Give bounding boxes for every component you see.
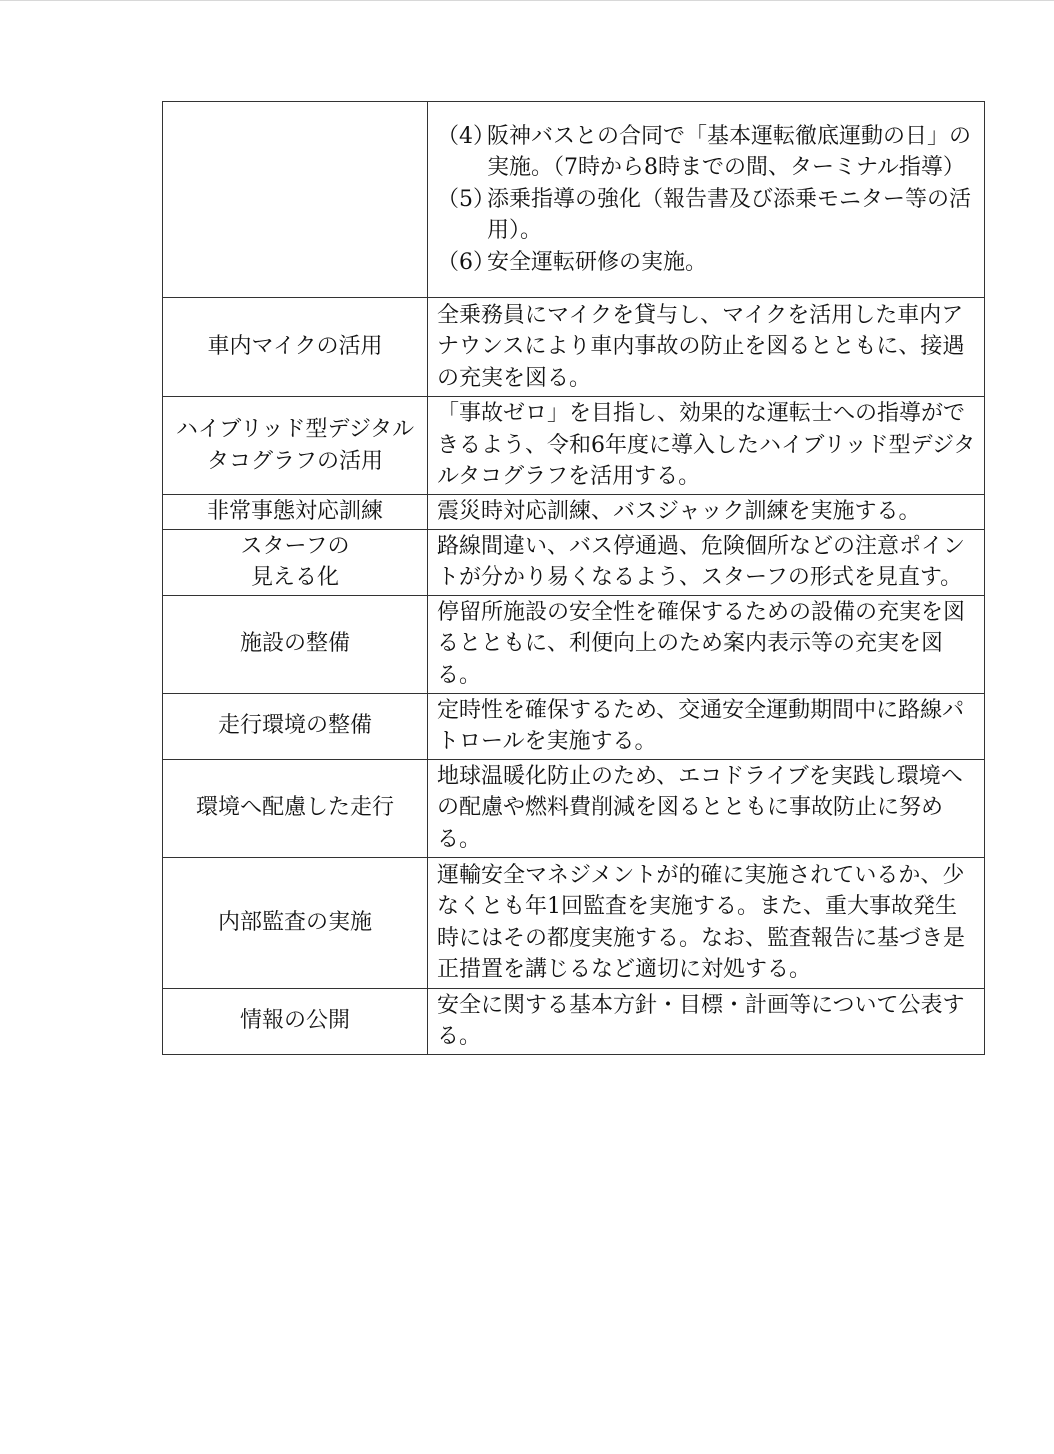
safety-plan-table <box>162 101 985 1055</box>
table-row <box>163 693 985 759</box>
list-text: 添乗指導の強化（報告書及び添乗モニター等の活用）。 <box>487 186 972 244</box>
description-cell: 定時性を確保するため、交通安全運動期間中に路線パトロールを実施する。 <box>428 693 985 759</box>
table-row <box>163 857 985 988</box>
table-row <box>163 495 985 530</box>
item-cell <box>163 298 428 397</box>
item-cell <box>163 693 428 759</box>
table-row <box>163 102 985 298</box>
item-label: 内部監査の実施 <box>217 909 372 935</box>
description-cell: 停留所施設の安全性を確保するための設備の充実を図るとともに、利便向上のため案内表示等の充実を図る。 <box>428 595 985 693</box>
table-row <box>163 988 985 1054</box>
item-label: 情報の公開 <box>239 1008 350 1034</box>
table-row <box>163 397 985 495</box>
item-label: タコグラフの活用 <box>206 448 383 474</box>
item-cell <box>163 397 428 495</box>
description-cell: 「事故ゼロ」を目指し、効果的な運転士への指導ができるよう、令和6年度に導入したハイブリッド型デジタルタコグラフを活用する。 <box>428 397 985 495</box>
item-label: 施設の整備 <box>239 631 350 657</box>
description-cell: 運輸安全マネジメントが的確に実施されているか、少なくとも年1回監査を実施する。また、重大事故発生時にはその都度実施する。なお、監査報告に基づき是正措置を講じるなど適切に対処する。 <box>428 857 985 988</box>
item-label: 見える化 <box>250 565 339 590</box>
item-label: 非常事態対応訓練 <box>206 499 383 524</box>
item-label: 車内マイクの活用 <box>207 334 383 360</box>
list-item <box>437 247 976 279</box>
description-cell: 全乗務員にマイクを貸与し、マイクを活用した車内アナウンスにより車内事故の防止を図るとともに、接遇の充実を図る。 <box>428 298 985 397</box>
description-cell: 震災時対応訓練、バスジャック訓練を実施する。 <box>428 495 985 530</box>
description-cell: 路線間違い、バス停通過、危険個所などの注意ポイントが分かり易くなるよう、スターフの形式を見直す。 <box>428 529 985 595</box>
item-cell <box>163 595 428 693</box>
item-cell <box>163 988 428 1054</box>
item-cell <box>163 857 428 988</box>
table-row <box>163 298 985 397</box>
list-item <box>437 184 976 247</box>
item-cell <box>163 102 428 298</box>
item-cell <box>163 529 428 595</box>
item-label: 走行環境の整備 <box>217 713 372 739</box>
list-number: （5） <box>437 186 495 212</box>
table-row <box>163 595 985 693</box>
description-cell: 地球温暖化防止のため、エコドライブを実践し環境への配慮や燃料費削減を図るとともに事故防止に努める。 <box>428 759 985 857</box>
item-label: スターフの <box>240 533 350 559</box>
list-number: （6） <box>437 249 495 275</box>
table-row <box>163 529 985 595</box>
table-row <box>163 759 985 857</box>
description-cell: 安全に関する基本方針・目標・計画等について公表する。 <box>428 988 985 1054</box>
item-label: 環境へ配慮した走行 <box>195 795 394 821</box>
item-cell <box>163 495 428 530</box>
description-cell <box>428 102 985 298</box>
list-number: （4） <box>437 123 495 149</box>
item-label: ハイブリッド型デジタル <box>175 417 415 442</box>
list-item <box>437 121 976 184</box>
list-text: 安全運転研修の実施。 <box>487 249 708 275</box>
list-text: 阪神バスとの合同で「基本運転徹底運動の日」の実施。（7時から8時までの間、ターミナル指導） <box>487 123 972 181</box>
item-cell <box>163 759 428 857</box>
